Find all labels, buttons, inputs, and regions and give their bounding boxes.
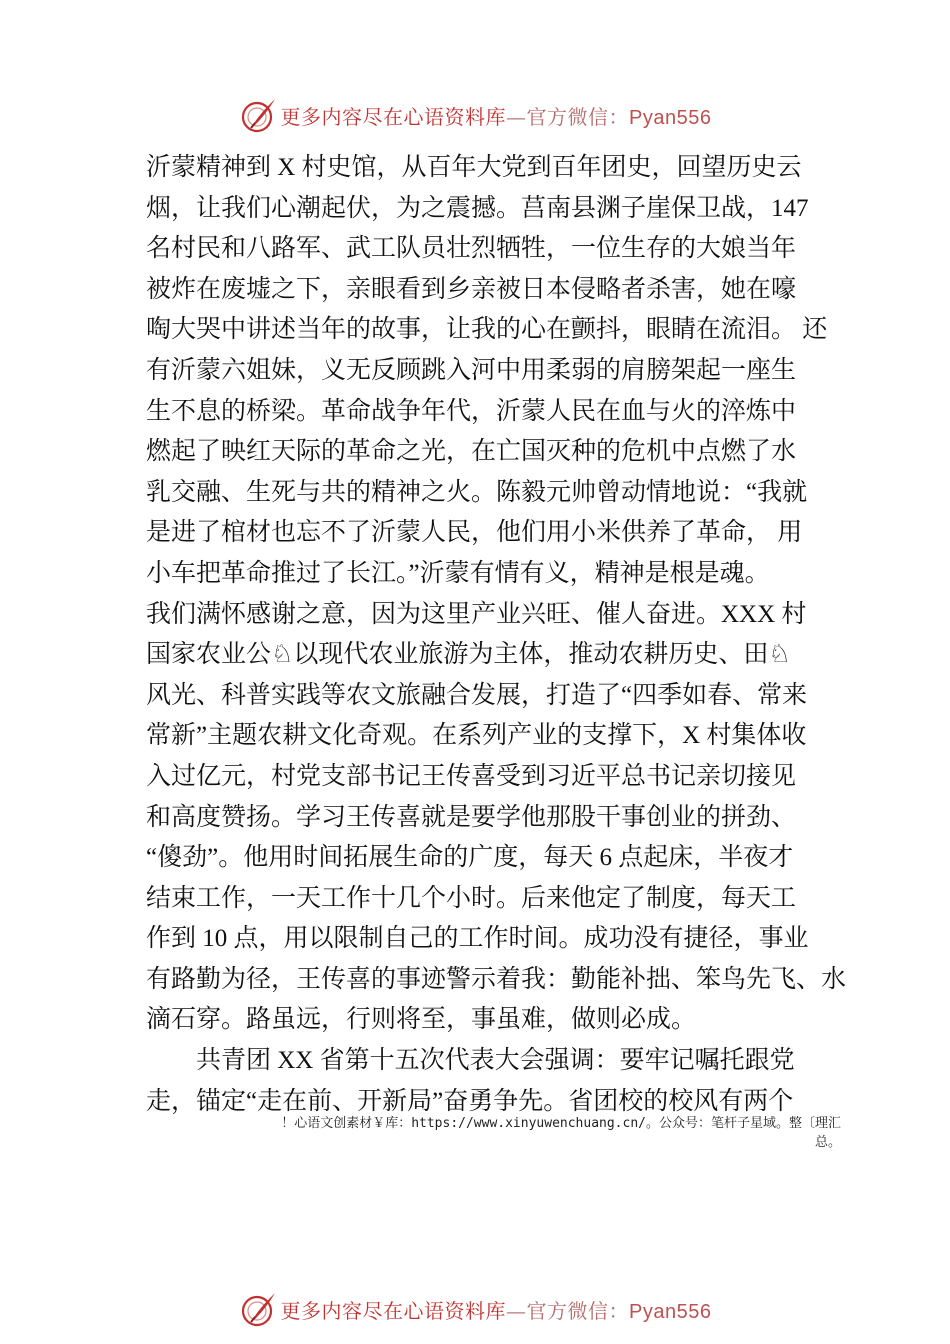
text-line: 和高度赞扬。学习王传喜就是要学他那股干事创业的拼劲、 [146,803,797,831]
text-line: 滴石穿。路虽远，行则将至，事虽难，做则必成。 [146,1006,697,1034]
banner-title: 更多内容尽在心语资料库 [280,104,507,129]
text-line: 走，锚定“走在前、开新局”奋勇争先。省团校的校风有两个 [146,1087,794,1115]
source-note [146,1114,841,1152]
text-line: 有路勤为径，王传喜的事迹警示着我：勤能补拙、笨鸟先飞、水 [146,965,847,993]
source-note-line: 总。 [814,1135,841,1150]
banner-text [281,101,712,130]
text-line: 乳交融、生死与共的精神之火。陈毅元帅曾动情地说：“我就 [146,478,808,506]
header-banner [0,90,950,140]
text-line: 被炸在废墟之下，亲眼看到乡亲被日本侵略者杀害，她在嚎 [146,275,797,303]
text-line: 沂蒙精神到 X 村史馆，从百年大党到百年团史，回望历史云 [146,154,802,181]
text-line: 燃起了映红天际的革命之光，在亡国灭种的危机中点燃了水 [146,438,797,466]
quill-circle-icon [239,1289,279,1329]
text-line: 名村民和八路军、武工队员壮烈牺牲，一位生存的大娘当年 [146,235,797,263]
banner-separator: — [506,104,527,129]
footer-banner [0,1284,950,1334]
text-line: 常新”主题农耕文化奇观。在系列产业的支撑下，X 村集体收 [146,722,807,750]
source-note-line: ！心语文创素材￥库：https://www.xinyuwenchuang.cn/。公众号：笔杆子星域。整〔理汇 [281,1116,841,1131]
text-line: “傻劲”。他用时间拓展生命的广度，每天 6 点起床，半夜才 [146,844,794,872]
text-line: 国家农业公♘以现代农业旅游为主体，推动农耕历史、田♘ [146,641,791,669]
wechat-label: 官方微信： [526,1298,630,1323]
text-line: 有沂蒙六姐妹，义无反顾跳入河中用柔弱的肩膀架起一座生 [146,356,797,384]
text-line: 啕大哭中讲述当年的故事，让我的心在颤抖，眼睛在流泪。 还 [146,316,828,344]
text-line: 结束工作，一天工作十几个小时。后来他定了制度，每天工 [146,884,797,912]
quill-circle-icon [239,95,279,135]
text-line: 我们满怀感谢之意，因为这里产业兴旺、催人奋进。XXX 村 [146,600,807,628]
document-body [146,148,847,1122]
text-line: 风光、科普实践等农文旅融合发展，打造了“四季如春、常来 [146,681,808,709]
text-line: 共青团 XX 省第十五次代表大会强调：要牢记嘱托跟党 [146,1047,795,1075]
wechat-id: Pyan556 [629,1300,712,1323]
wechat-id: Pyan556 [629,106,712,129]
text-line: 是进了棺材也忘不了沂蒙人民，他们用小米供养了革命， 用 [146,519,803,547]
banner-separator: — [506,1298,527,1323]
text-line: 作到 10 点，用以限制自己的工作时间。成功没有捷径，事业 [146,925,809,953]
banner-title: 更多内容尽在心语资料库 [280,1298,507,1323]
text-line: 生不息的桥梁。革命战争年代，沂蒙人民在血与火的淬炼中 [146,397,797,425]
text-line: 入过亿元，村党支部书记王传喜受到习近平总书记亲切接见 [146,762,797,790]
wechat-label: 官方微信： [526,104,630,129]
text-line: 烟，让我们心潮起伏，为之震撼。莒南县渊子崖保卫战，147 [146,194,809,222]
banner-text [281,1295,712,1324]
text-line: 小车把革命推过了长江。”沂蒙有情有义，精神是根是魂。 [146,559,770,587]
